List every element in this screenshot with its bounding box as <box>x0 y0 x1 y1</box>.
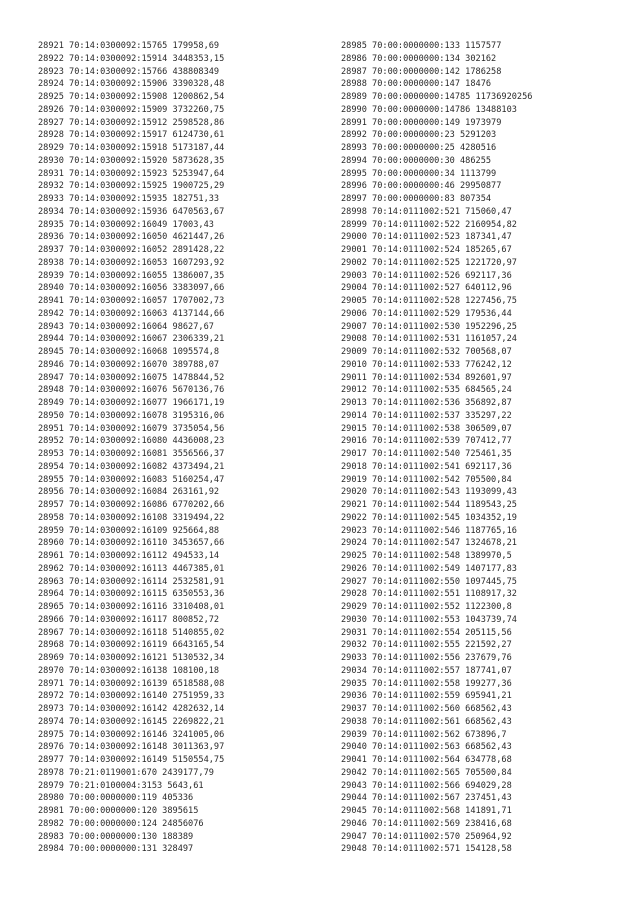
table-row: 29011 70:14:0111002:534 892601,97 <box>341 372 512 383</box>
table-row: 29027 70:14:0111002:550 1097445,75 <box>341 576 517 587</box>
table-row: 28947 70:14:0300092:16075 1478844,52 <box>38 372 225 383</box>
table-row: 28981 70:00:0000000:120 3895615 <box>38 806 199 816</box>
table-row: 29041 70:14:0111002:564 634778,68 <box>341 755 512 765</box>
table-row: 28988 70:00:0000000:147 18476 <box>341 79 492 90</box>
table-row: 28936 70:14:0300092:16050 4621447,26 <box>38 232 225 243</box>
table-row: 28998 70:14:0111002:521 715060,47 <box>341 206 512 217</box>
table-row: 29029 70:14:0111002:552 1122300,8 <box>341 602 512 612</box>
table-row: 29047 70:14:0111002:570 250964,92 <box>341 831 512 842</box>
table-row: 28944 70:14:0300092:16067 2306339,21 <box>38 334 225 345</box>
table-row: 29036 70:14:0111002:559 695941,21 <box>341 691 512 702</box>
table-row: 28958 70:14:0300092:16108 3319494,22 <box>38 512 225 523</box>
table-row: 29043 70:14:0111002:566 694029,28 <box>341 780 512 791</box>
table-row: 28933 70:14:0300092:15935 182751,33 <box>38 194 220 204</box>
table-row: 29048 70:14:0111002:571 154128,58 <box>341 844 512 855</box>
table-row: 28949 70:14:0300092:16077 1966171,19 <box>38 398 225 408</box>
table-row: 28928 70:14:0300092:15917 6124730,61 <box>38 130 225 141</box>
table-row: 29004 70:14:0111002:527 640112,96 <box>341 283 512 294</box>
table-row: 29012 70:14:0111002:535 684565,24 <box>341 385 512 396</box>
table-row: 28972 70:14:0300092:16140 2751959,33 <box>38 691 225 702</box>
table-row: 28992 70:00:0000000:23 5291203 <box>341 130 497 141</box>
table-row: 29010 70:14:0111002:533 776242,12 <box>341 359 512 370</box>
table-row: 29007 70:14:0111002:530 1952296,25 <box>341 321 517 332</box>
table-row: 28967 70:14:0300092:16118 5140855,02 <box>38 627 225 638</box>
table-row: 28961 70:14:0300092:16112 494533,14 <box>38 551 220 561</box>
table-row: 28964 70:14:0300092:16115 6350553,36 <box>38 589 225 600</box>
table-row: 28922 70:14:0300092:15914 3448353,15 <box>38 53 225 64</box>
table-row: 29025 70:14:0111002:548 1389970,5 <box>341 551 512 561</box>
table-row: 29009 70:14:0111002:532 700568,07 <box>341 347 512 357</box>
table-row: 28983 70:00:0000000:130 188389 <box>38 831 194 842</box>
table-row: 29006 70:14:0111002:529 179536,44 <box>341 308 512 319</box>
table-row: 28921 70:14:0300092:15765 179958,69 <box>38 41 220 51</box>
table-row: 29033 70:14:0111002:556 237679,76 <box>341 653 512 663</box>
table-row: 28977 70:14:0300092:16149 5150554,75 <box>38 755 225 765</box>
table-row: 28974 70:14:0300092:16145 2269822,21 <box>38 716 225 727</box>
table-row: 28941 70:14:0300092:16057 1707002,73 <box>38 296 225 306</box>
table-row: 28970 70:14:0300092:16138 108100,18 <box>38 665 220 676</box>
table-row: 28985 70:00:0000000:133 1157577 <box>341 41 502 51</box>
table-row: 28966 70:14:0300092:16117 800852,72 <box>38 614 220 625</box>
table-row: 28978 70:21:0119001:670 2439177,79 <box>38 767 214 778</box>
table-row: 28951 70:14:0300092:16079 3735054,56 <box>38 423 225 434</box>
table-row: 28956 70:14:0300092:16084 263161,92 <box>38 487 220 498</box>
table-row: 28987 70:00:0000000:142 1786258 <box>341 66 502 77</box>
table-row: 29003 70:14:0111002:526 692117,36 <box>341 270 512 281</box>
table-row: 28942 70:14:0300092:16063 4137144,66 <box>38 308 225 319</box>
table-row: 28968 70:14:0300092:16119 6643165,54 <box>38 640 225 651</box>
table-row: 29015 70:14:0111002:538 306509,07 <box>341 423 512 434</box>
table-row: 29034 70:14:0111002:557 187741,07 <box>341 665 512 676</box>
table-row: 29040 70:14:0111002:563 668562,43 <box>341 742 512 753</box>
table-row: 29035 70:14:0111002:558 199277,36 <box>341 678 512 689</box>
table-row: 28971 70:14:0300092:16139 6518588,08 <box>38 678 225 689</box>
table-row: 29020 70:14:0111002:543 1193099,43 <box>341 487 517 498</box>
right-column <box>341 40 532 856</box>
table-row: 29019 70:14:0111002:542 705500,84 <box>341 474 512 485</box>
table-row: 28945 70:14:0300092:16068 1095574,8 <box>38 347 220 357</box>
table-row: 29005 70:14:0111002:528 1227456,75 <box>341 296 517 306</box>
table-row: 28925 70:14:0300092:15908 1200862,54 <box>38 92 225 102</box>
table-row: 29017 70:14:0111002:540 725461,35 <box>341 449 512 459</box>
table-row: 29039 70:14:0111002:562 673896,7 <box>341 729 507 740</box>
table-row: 28962 70:14:0300092:16113 4467385,01 <box>38 563 225 574</box>
table-row: 28934 70:14:0300092:15936 6470563,67 <box>38 206 225 217</box>
table-row: 29018 70:14:0111002:541 692117,36 <box>341 461 512 472</box>
table-row: 29008 70:14:0111002:531 1161057,24 <box>341 334 517 345</box>
table-row: 28950 70:14:0300092:16078 3195316,06 <box>38 410 225 421</box>
table-row: 29031 70:14:0111002:554 205115,56 <box>341 627 512 638</box>
table-row: 28926 70:14:0300092:15909 3732260,75 <box>38 104 225 115</box>
table-row: 29028 70:14:0111002:551 1108917,32 <box>341 589 517 600</box>
table-row: 29044 70:14:0111002:567 237451,43 <box>341 793 512 804</box>
table-row: 28997 70:00:0000000:83 807354 <box>341 194 492 204</box>
table-row: 28984 70:00:0000000:131 328497 <box>38 844 194 855</box>
table-row: 29026 70:14:0111002:549 1407177,83 <box>341 563 517 574</box>
table-row: 29046 70:14:0111002:569 238416,68 <box>341 818 512 829</box>
table-row: 28959 70:14:0300092:16109 925664,88 <box>38 525 220 536</box>
table-row: 28979 70:21:0100004:3153 5643,61 <box>38 780 204 791</box>
table-row: 28940 70:14:0300092:16056 3383097,66 <box>38 283 225 294</box>
table-row: 28995 70:00:0000000:34 1113799 <box>341 168 497 179</box>
table-row: 28986 70:00:0000000:134 302162 <box>341 53 497 64</box>
table-row: 28990 70:00:0000000:14786 13488103 <box>341 104 517 115</box>
table-row: 29000 70:14:0111002:523 187341,47 <box>341 232 512 243</box>
table-row: 29022 70:14:0111002:545 1034352,19 <box>341 512 517 523</box>
table-row: 28954 70:14:0300092:16082 4373494,21 <box>38 461 225 472</box>
table-row: 28993 70:00:0000000:25 4280516 <box>341 143 497 153</box>
table-row: 28923 70:14:0300092:15766 438808349 <box>38 66 220 77</box>
table-row: 28929 70:14:0300092:15918 5173187,44 <box>38 143 225 153</box>
table-row: 28969 70:14:0300092:16121 5130532,34 <box>38 653 225 663</box>
table-row: 28975 70:14:0300092:16146 3241005,06 <box>38 729 225 740</box>
table-row: 28991 70:00:0000000:149 1973979 <box>341 117 502 128</box>
table-row: 29042 70:14:0111002:565 705500,84 <box>341 767 512 778</box>
table-row: 29013 70:14:0111002:536 356892,87 <box>341 398 512 408</box>
table-row: 29016 70:14:0111002:539 707412,77 <box>341 436 512 447</box>
table-row: 28924 70:14:0300092:15906 3390328,48 <box>38 79 225 90</box>
table-row: 28957 70:14:0300092:16086 6770202,66 <box>38 500 225 510</box>
table-row: 28938 70:14:0300092:16053 1607293,92 <box>38 257 225 268</box>
table-row: 29038 70:14:0111002:561 668562,43 <box>341 716 512 727</box>
table-row: 28980 70:00:0000000:119 405336 <box>38 793 194 804</box>
table-row: 29032 70:14:0111002:555 221592,27 <box>341 640 512 651</box>
table-row: 28946 70:14:0300092:16070 389788,07 <box>38 359 220 370</box>
table-row: 29024 70:14:0111002:547 1324678,21 <box>341 538 517 549</box>
table-row: 28963 70:14:0300092:16114 2532581,91 <box>38 576 225 587</box>
table-row: 29002 70:14:0111002:525 1221720,97 <box>341 257 517 268</box>
table-row: 28976 70:14:0300092:16148 3011363,97 <box>38 742 225 753</box>
left-column <box>38 40 224 856</box>
table-row: 29014 70:14:0111002:537 335297,22 <box>341 410 512 421</box>
table-row: 29001 70:14:0111002:524 185265,67 <box>341 245 512 255</box>
table-row: 28982 70:00:0000000:124 24856076 <box>38 818 204 829</box>
table-row: 28937 70:14:0300092:16052 2891428,22 <box>38 245 225 255</box>
table-row: 28953 70:14:0300092:16081 3556566,37 <box>38 449 225 459</box>
table-row: 28939 70:14:0300092:16055 1386007,35 <box>38 270 225 281</box>
table-row: 28999 70:14:0111002:522 2160954,82 <box>341 219 517 230</box>
table-row: 28927 70:14:0300092:15912 2598528,86 <box>38 117 225 128</box>
table-row: 29045 70:14:0111002:568 141891,71 <box>341 806 512 816</box>
table-row: 28952 70:14:0300092:16080 4436008,23 <box>38 436 225 447</box>
table-row: 28948 70:14:0300092:16076 5670136,76 <box>38 385 225 396</box>
table-row: 28930 70:14:0300092:15920 5873628,35 <box>38 155 225 166</box>
table-row: 28935 70:14:0300092:16049 17003,43 <box>38 219 214 230</box>
table-row: 28973 70:14:0300092:16142 4282632,14 <box>38 704 225 714</box>
table-row: 29023 70:14:0111002:546 1187765,16 <box>341 525 517 536</box>
table-row: 28989 70:00:0000000:14785 11736920256 <box>341 92 533 102</box>
table-row: 28960 70:14:0300092:16110 3453657,66 <box>38 538 225 549</box>
table-row: 28996 70:00:0000000:46 29950877 <box>341 181 502 192</box>
table-row: 28955 70:14:0300092:16083 5160254,47 <box>38 474 225 485</box>
table-row: 28943 70:14:0300092:16064 98627,67 <box>38 321 214 332</box>
table-row: 28932 70:14:0300092:15925 1900725,29 <box>38 181 225 192</box>
table-row: 28994 70:00:0000000:30 486255 <box>341 155 492 166</box>
table-row: 28965 70:14:0300092:16116 3310408,01 <box>38 602 225 612</box>
table-row: 29037 70:14:0111002:560 668562,43 <box>341 704 512 714</box>
table-row: 29030 70:14:0111002:553 1043739,74 <box>341 614 517 625</box>
table-row: 29021 70:14:0111002:544 1189543,25 <box>341 500 517 510</box>
table-row: 28931 70:14:0300092:15923 5253947,64 <box>38 168 225 179</box>
